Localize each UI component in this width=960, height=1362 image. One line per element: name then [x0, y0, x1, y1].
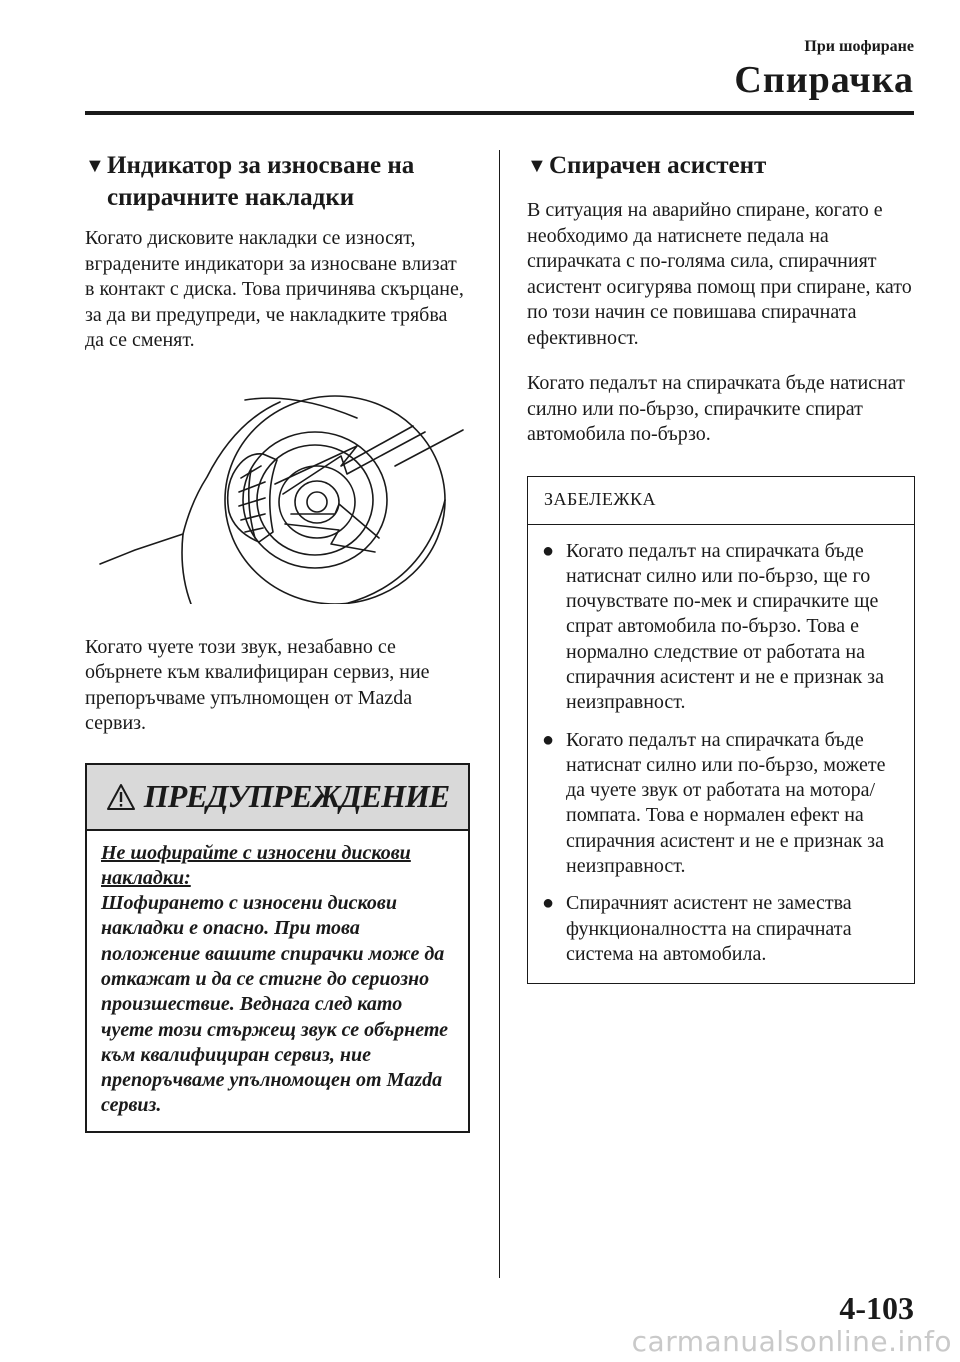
- section-heading: [527, 150, 917, 182]
- triangle-down-icon: ▼: [85, 155, 105, 177]
- warning-subtitle: Не шофирайте с износени дискови накладки:: [101, 841, 411, 889]
- chapter-title: Спирачка: [734, 59, 914, 101]
- paragraph: Когато чуете този звук, незабавно се обърнете към квалифициран сервиз, ние препоръчваме упълномощен от Mazda сервиз.: [85, 635, 430, 734]
- list-item-text: Спирачният асистент не замества функционалността на спирачната система на автомобила.: [566, 892, 852, 965]
- section-heading-text: Индикатор за износване на спирачните накладки: [107, 152, 415, 211]
- brake-pad-wear-indicator-illustration: [95, 382, 465, 604]
- note-body: [528, 525, 914, 984]
- section-heading-text: Спирачен асистент: [549, 152, 767, 179]
- header-rule: [85, 111, 914, 115]
- warning-triangle-icon: [106, 783, 136, 811]
- warning-header: [87, 765, 468, 831]
- bullet-dot-icon: ●: [542, 539, 555, 562]
- paragraph: В ситуация на аварийно спиране, когато е необходимо да натиснете педала на спирачката с по-голяма сила, спирачният асистент осигурява помощ при спиране, като по този начин се повишава спирачната ефективност.: [527, 199, 912, 349]
- bullet-dot-icon: ●: [542, 892, 555, 915]
- note-title: ЗАБЕЛЕЖКА: [528, 477, 914, 525]
- column-divider: [499, 150, 500, 1278]
- warning-body: [87, 831, 468, 1131]
- bullet-dot-icon: ●: [542, 728, 555, 751]
- list-item-text: Когато педалът на спирачката бъде натиснат силно или по-бързо, ще го почувствате по-мек и спирачките ще спрат автомобила по-бързо. Това е нормално следствие от работата на спирачния асистент и не е признак за неизправност.: [566, 539, 884, 714]
- paragraph: Когато дисковите накладки се износят, вградените индикатори за износване влизат в контакт с диска. Това причинява скърцане, за да ви предупреди, че накладките трябва да се сменят.: [85, 227, 464, 351]
- triangle-down-icon: ▼: [527, 155, 547, 177]
- right-column: [527, 150, 917, 984]
- section-label: При шофиране: [804, 38, 914, 55]
- page-number: 4-103: [839, 1290, 914, 1326]
- warning-box: [85, 763, 470, 1133]
- paragraph: Когато педалът на спирачката бъде натиснат силно или по-бързо, спирачките спират автомобила по-бързо.: [527, 372, 905, 445]
- list-item-text: Когато педалът на спирачката бъде натиснат силно или по-бързо, можете да чуете звук от работата на мотора/помпата. Това е нормален ефект на спирачния асистент и не е признак за неизправност.: [566, 728, 886, 878]
- list-item: [542, 728, 900, 880]
- left-column: [85, 150, 470, 1133]
- warning-title: ПРЕДУПРЕЖДЕНИЕ: [143, 778, 450, 814]
- list-item: [542, 539, 900, 716]
- watermark: carmanualsonline.info: [631, 1325, 952, 1358]
- section-heading: [85, 150, 470, 214]
- warning-text: Шофирането с износени дискови накладки е опасно. При това положение вашите спирачки може да откажат и да се стигне до сериозно произшествие. Веднага след като чуете този стържещ звук се обърнете към квалифициран сервиз, ние препоръчваме упълномощен от Mazda сервиз.: [101, 892, 449, 1117]
- list-item: [542, 891, 900, 967]
- note-box: [527, 476, 915, 985]
